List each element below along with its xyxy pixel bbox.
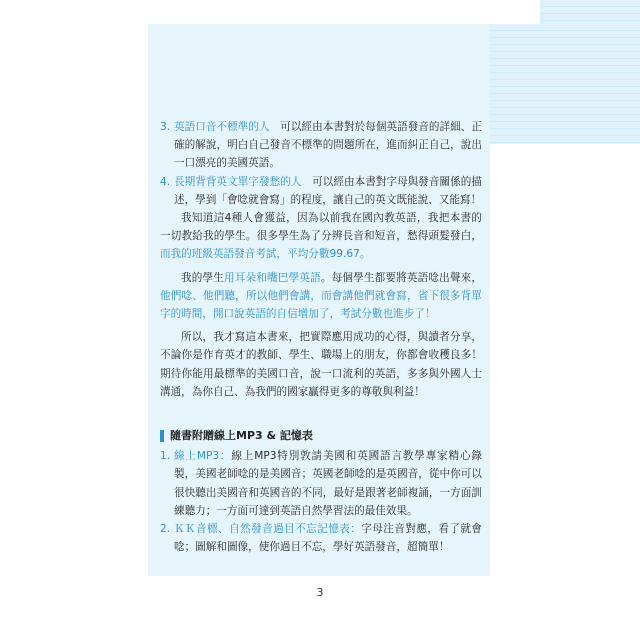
list-number: 4. xyxy=(160,175,171,188)
list-item xyxy=(160,447,482,520)
list-number: 2. xyxy=(160,523,171,536)
highlight-text: 長期背背英文單字發愁的人 xyxy=(174,175,302,188)
paragraph-text: 。每個學生都要將英語唸出聲來， xyxy=(320,271,483,284)
highlight-text: ＫＫ音標、自然發音過目不忘記憶表： xyxy=(174,523,362,536)
decorative-stripes xyxy=(490,24,640,144)
heading-text: 隨書附贈線上MP3 & 記憶表 xyxy=(170,429,313,443)
section-heading xyxy=(160,427,482,445)
paragraph: 所以，我才寫這本書來，把實際應用成功的心得，與讀者分享，不論你是作育英才的教師、學生、職場上的朋友，你都會收穫良多！期待你能用最標準的美國口音，說一口流利的英語，多多與外國人士溝通，為你自己、為我們的國家贏得更多的尊敬與利益！ xyxy=(160,331,482,398)
heading-bar xyxy=(160,430,164,442)
highlight-text: 線上MP3： xyxy=(174,450,232,463)
highlight-text: 英語口音不標準的人 xyxy=(174,121,270,133)
list-item xyxy=(160,173,482,209)
paragraph-text: 我的學生 xyxy=(181,271,225,284)
page-number: 3 xyxy=(316,586,324,599)
highlight-text: 他們唸、他們聽，所以他們會講，而會講他們就會寫，省下很多背單字的時間，開口說英語的自信增加了，考試分數也進步了！ xyxy=(160,289,482,321)
decorative-stripes-top xyxy=(540,0,640,24)
paragraph-text: 我知道這4種人會獲益，因為以前我在國內教英語，我把本書的一切教給我的學生。很多學生為了分辨長音和短音，愁得頭髮發白， xyxy=(160,212,482,243)
list-text: 可以經由本書對於每個英語發音的詳細、正確的解說，明白自己發音不標準的問題所在，進而糾正自己，說出一口漂亮的美國英語。 xyxy=(174,121,483,170)
list-number: 1. xyxy=(160,450,171,463)
paragraph xyxy=(160,209,482,264)
list-item xyxy=(160,118,482,173)
highlight-text: 用耳朵和嘴巴學英語 xyxy=(224,271,321,284)
list-item xyxy=(160,520,482,556)
list-text: 可以經由本書對字母與發音關係的描述，學到「會唸就會寫」的程度，讓自己的英文既能說、又能寫！ xyxy=(174,175,483,206)
list-text: 字母注音對應，看了就會唸；圖解和圖像，使你過目不忘，學好英語發音，超簡單！ xyxy=(174,523,483,554)
paragraph xyxy=(160,269,482,324)
list-number: 3. xyxy=(160,121,171,133)
page-content xyxy=(160,118,482,556)
highlight-text: 而我的班級英語發音考試，平均分數99.67。 xyxy=(160,248,371,261)
list-text: 線上MP3特別敦請美國和英國語言教學專家精心錄製，美國老師唸的是美國音；英國老師唸的是英國音，從中你可以很快聽出美國音和英國音的不同，最好是跟著老師複誦，一方面訓練聽力；一方面可達到英語自然學習法的最佳效果。 xyxy=(174,450,482,517)
